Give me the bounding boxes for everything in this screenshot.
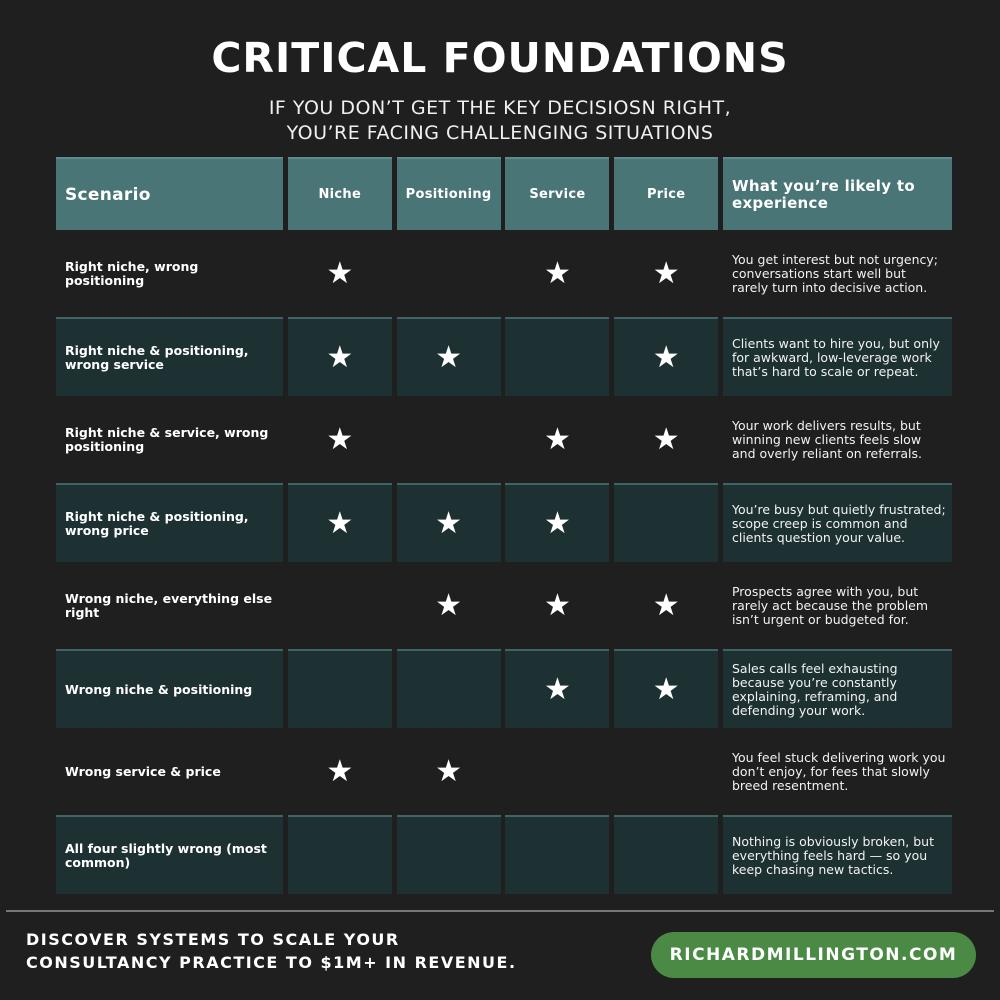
foundations-table bbox=[56, 157, 952, 894]
service-cell bbox=[505, 234, 609, 313]
star-icon: ★ bbox=[435, 339, 463, 375]
star-icon: ★ bbox=[435, 587, 463, 623]
service-cell bbox=[505, 566, 609, 645]
star-icon: ★ bbox=[435, 753, 463, 789]
experience-cell: Your work delivers results, but winning new clients feels slow and overly reliant on referrals. bbox=[731, 417, 923, 461]
price-cell bbox=[614, 400, 718, 479]
footer-tagline bbox=[26, 928, 517, 974]
star-icon: ★ bbox=[435, 505, 463, 541]
service-cell bbox=[505, 400, 609, 479]
price-cell bbox=[614, 234, 718, 313]
scenario-cell: Right niche, wrong positioning bbox=[65, 258, 199, 288]
star-icon: ★ bbox=[543, 671, 571, 707]
scenario-cell: Wrong niche, everything else right bbox=[65, 590, 273, 620]
positioning-cell bbox=[397, 815, 501, 894]
experience-cell: You’re busy but quietly frustrated; scope creep is common and clients question your value. bbox=[723, 483, 952, 562]
positioning-cell bbox=[397, 566, 501, 645]
price-cell bbox=[614, 566, 718, 645]
scenario-cell: Wrong service & price bbox=[65, 763, 221, 779]
price-cell bbox=[614, 317, 718, 396]
star-icon: ★ bbox=[652, 339, 680, 375]
star-icon: ★ bbox=[326, 339, 354, 375]
experience-cell: Sales calls feel exhausting because you’re constantly explaining, reframing, and defending your work. bbox=[723, 649, 952, 728]
positioning-cell bbox=[397, 483, 501, 562]
price-cell bbox=[614, 483, 718, 562]
page-subtitle bbox=[0, 96, 1000, 146]
niche-cell bbox=[288, 483, 392, 562]
star-icon: ★ bbox=[543, 505, 571, 541]
star-icon: ★ bbox=[326, 753, 354, 789]
experience-cell: You feel stuck delivering work you don’t enjoy, for fees that slowly breed resentment. bbox=[731, 749, 946, 793]
star-icon: ★ bbox=[543, 421, 571, 457]
niche-cell bbox=[288, 732, 392, 811]
niche-cell bbox=[288, 815, 392, 894]
header-niche: Niche bbox=[288, 157, 392, 230]
service-cell bbox=[505, 815, 609, 894]
positioning-cell bbox=[397, 317, 501, 396]
star-icon: ★ bbox=[652, 671, 680, 707]
star-icon: ★ bbox=[326, 505, 354, 541]
header-price: Price bbox=[614, 157, 718, 230]
star-icon: ★ bbox=[543, 255, 571, 291]
niche-cell bbox=[288, 317, 392, 396]
star-icon: ★ bbox=[543, 587, 571, 623]
header-scenario: Scenario bbox=[56, 157, 283, 230]
subtitle-line-2: YOU’RE FACING CHALLENGING SITUATIONS bbox=[286, 122, 714, 144]
scenario-cell: Wrong niche & positioning bbox=[56, 649, 283, 728]
scenario-cell: Right niche & positioning, wrong service bbox=[56, 317, 283, 396]
niche-cell bbox=[288, 400, 392, 479]
price-cell bbox=[614, 815, 718, 894]
positioning-cell bbox=[397, 234, 501, 313]
niche-cell bbox=[288, 649, 392, 728]
experience-cell: Nothing is obviously broken, but everything feels hard — so you keep chasing new tactics. bbox=[723, 815, 952, 894]
footer-line-2: CONSULTANCY PRACTICE TO $1M+ IN REVENUE. bbox=[26, 953, 517, 972]
positioning-cell bbox=[397, 649, 501, 728]
star-icon: ★ bbox=[652, 587, 680, 623]
header-experience: What you’re likely to experience bbox=[723, 157, 952, 230]
star-icon: ★ bbox=[326, 421, 354, 457]
positioning-cell bbox=[397, 732, 501, 811]
star-icon: ★ bbox=[652, 421, 680, 457]
experience-cell: Prospects agree with you, but rarely act because the problem isn’t urgent or budgeted for. bbox=[731, 583, 929, 627]
website-button[interactable]: RICHARDMILLINGTON.COM bbox=[651, 932, 976, 978]
positioning-cell bbox=[397, 400, 501, 479]
experience-cell: You get interest but not urgency; conversations start well but rarely turn into decisive action. bbox=[731, 251, 938, 295]
subtitle-line-1: IF YOU DON’T GET THE KEY DECISIOSN RIGHT, bbox=[268, 97, 732, 119]
scenario-cell: Right niche & positioning, wrong price bbox=[56, 483, 283, 562]
niche-cell bbox=[288, 234, 392, 313]
service-cell bbox=[505, 649, 609, 728]
header-positioning: Positioning bbox=[397, 157, 501, 230]
service-cell bbox=[505, 317, 609, 396]
service-cell bbox=[505, 483, 609, 562]
footer-line-1: DISCOVER SYSTEMS TO SCALE YOUR bbox=[26, 930, 400, 949]
star-icon: ★ bbox=[326, 255, 354, 291]
page-title: CRITICAL FOUNDATIONS bbox=[211, 34, 789, 82]
price-cell bbox=[614, 649, 718, 728]
price-cell bbox=[614, 732, 718, 811]
header-service: Service bbox=[505, 157, 609, 230]
star-icon: ★ bbox=[652, 255, 680, 291]
footer-divider bbox=[6, 910, 994, 912]
scenario-cell: All four slightly wrong (most common) bbox=[56, 815, 283, 894]
experience-cell: Clients want to hire you, but only for awkward, low-leverage work that’s hard to scale or repeat. bbox=[723, 317, 952, 396]
niche-cell bbox=[288, 566, 392, 645]
service-cell bbox=[505, 732, 609, 811]
scenario-cell: Right niche & service, wrong positioning bbox=[65, 424, 269, 454]
